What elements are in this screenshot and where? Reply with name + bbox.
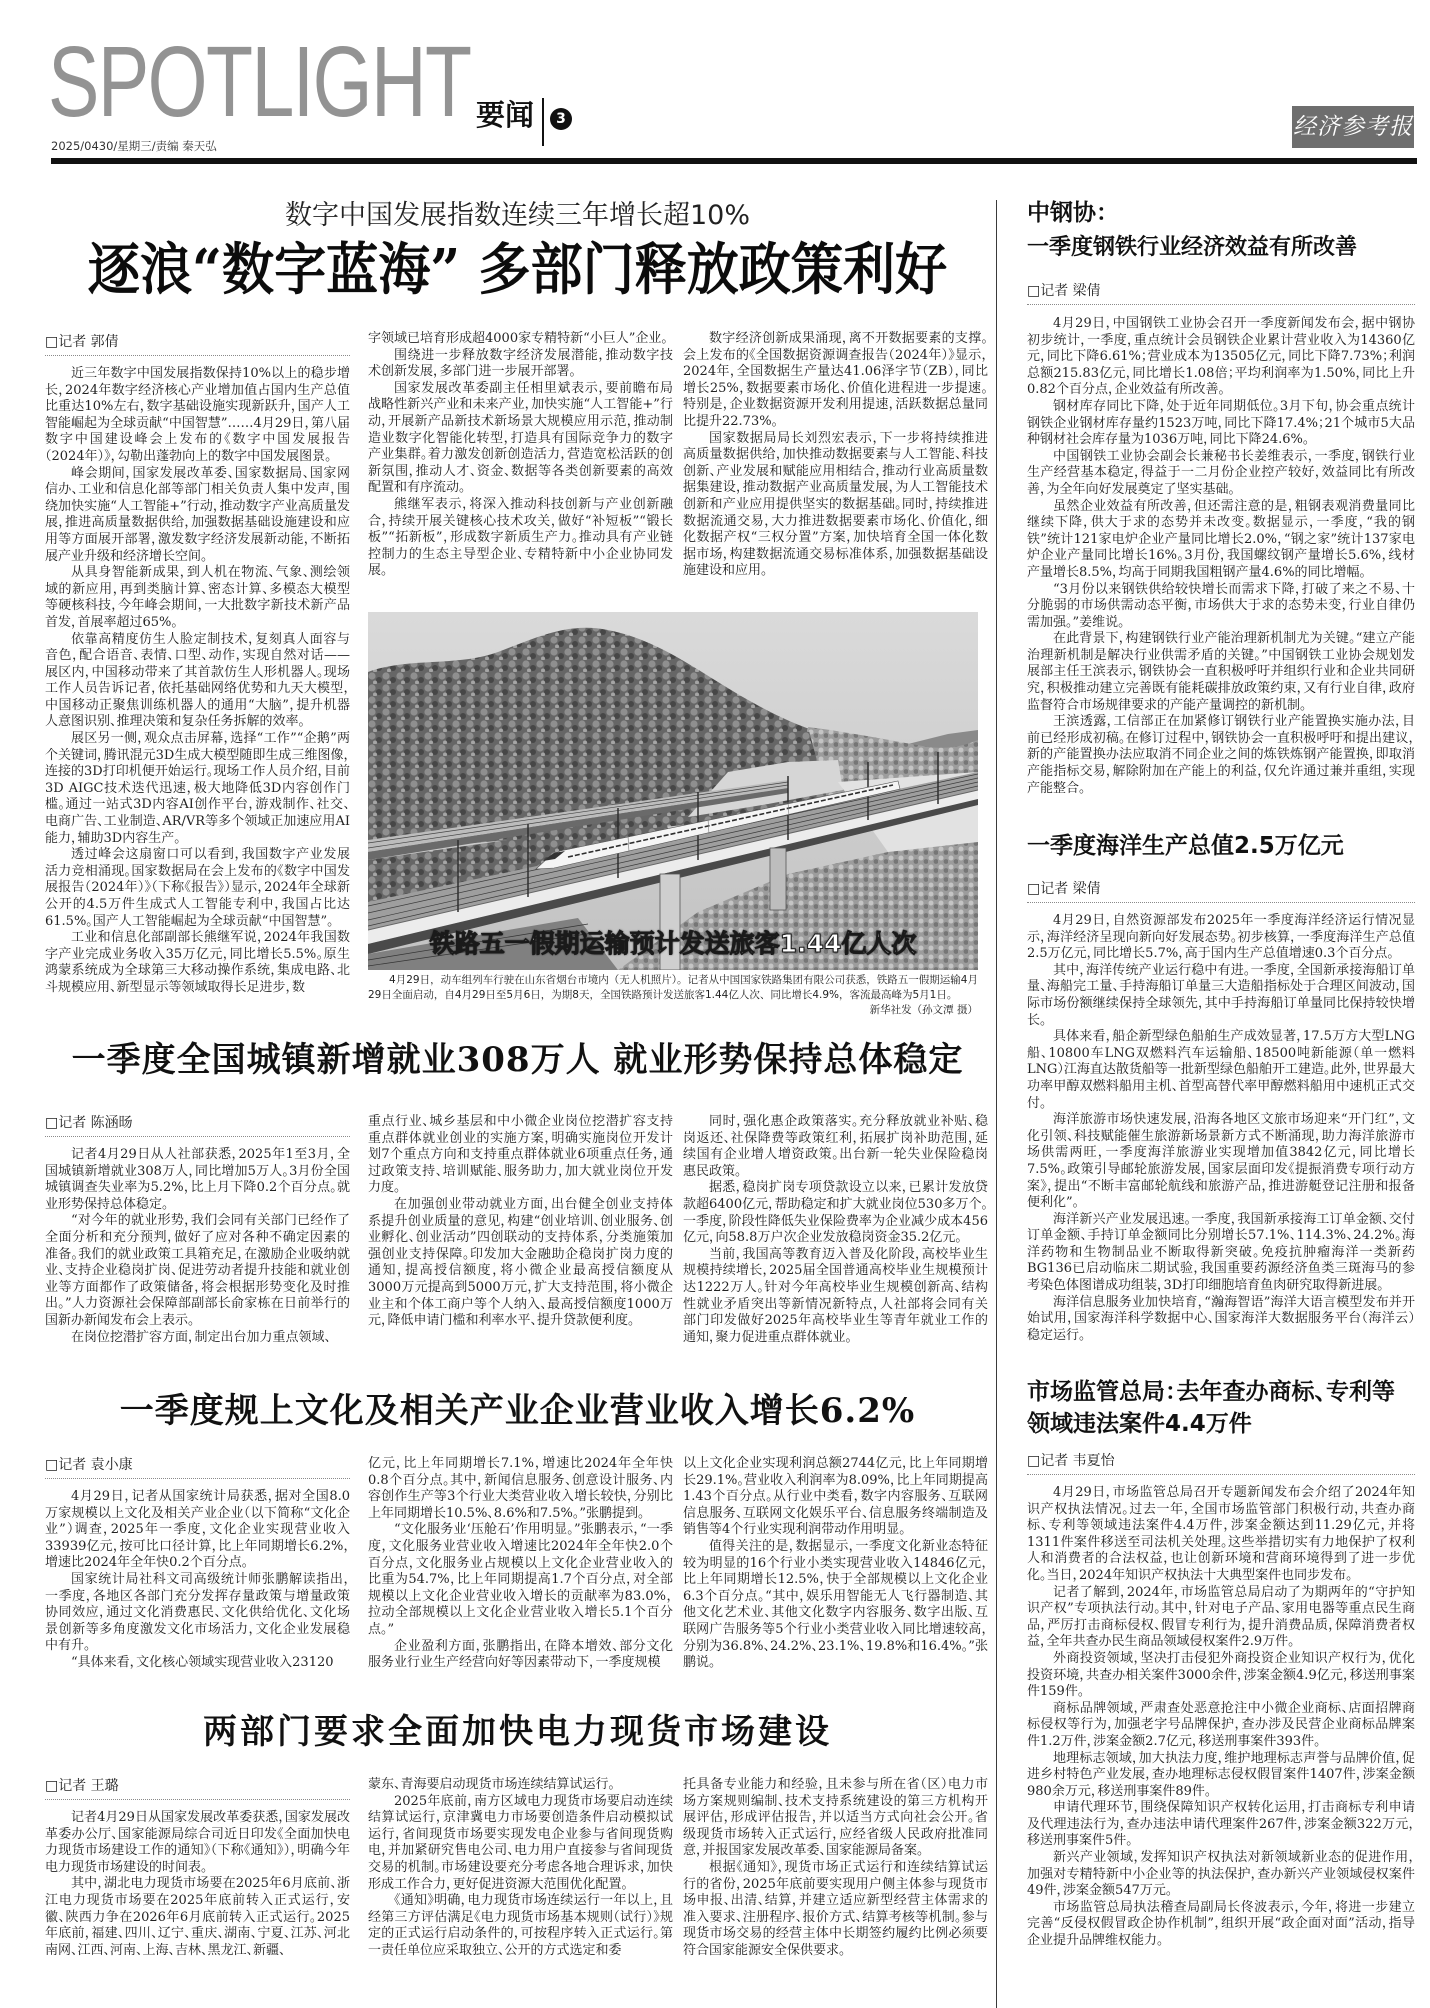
paragraph: 根据《通知》，现货市场正式运行和连续结算试运行的省份，2025年底前要实现用户侧主体参与现货市场申报、出清、结算，并建立适应新型经营主体需求的准入要求、注册程序、报价方式、结算考核等机制。参与现货市场交易的经营主体中长期签约履约比例必须要符合国家能源安全保供要求。 (683, 1859, 988, 1958)
paragraph: 其中，湖北电力现货市场要在2025年6月底前、浙江电力现货市场要在2025年底前转入正式运行，安徽、陕西力争在2026年6月底前转入正式运行。2025年底前，福建、四川、辽宁、重庆、湖南、宁夏、江苏、河北南网、江西、河南、上海、吉林、黑龙江、新疆、 (45, 1876, 350, 1958)
paragraph: 依靠高精度仿生人脸定制技术，复刻真人面容与音色，配合语音、表情、口型、动作，实现自然对话——展区内，中国移动带来了其首款仿生人形机器人。现场工作人员告诉记者，依托基础网络优势和九天大模型，中国移动正聚焦训练机器人的通用“大脑”，提升机器人意图识别、推理决策和复杂任务拆解的效率。 (45, 631, 350, 730)
sidebar-headline-line: 市场监管总局：去年查办商标、专利等 (1027, 1379, 1395, 1405)
article-column (368, 1456, 673, 1672)
paragraph: 当前，我国高等教育迈入普及化阶段，高校毕业生规模持续增长，2025届全国普通高校毕业生规模预计达1222万人。针对今年高校毕业生规模创新高、结构性就业矛盾突出等新情况新特点，人社部将会同有关部门印发做好2025年高校毕业生等青年就业工作的通知，聚力促进重点群体就业。 (683, 1246, 988, 1345)
paragraph: 托具备专业能力和经验，且未参与所在省（区）电力市场方案规则编制、技术支持系统建设的第三方机构开展评估，形成评估报告，并以适当方式向社会公开。省级现货市场转入正式运行，应经省级人民政府批准同意，并报国家发展改革委、国家能源局备案。 (683, 1777, 988, 1859)
paragraph: 记者4月29日从人社部获悉，2025年1至3月，全国城镇新增就业308万人，同比增加5万人。3月份全国城镇调查失业率为5.2%，比上月下降0.2个百分点。就业形势保持总体稳定。 (45, 1147, 350, 1212)
train-viaduct-photo (368, 612, 978, 970)
paragraph: 4月29日，中国钢铁工业协会召开一季度新闻发布会，据中钢协初步统计，一季度，重点统计会员钢铁企业累计营业收入为14360亿元，同比下降6.61%；营业成本为13505亿元，同比下降7.73%；利润总额215.83亿元，同比增长1.08倍；平均利润率为1.50%，同比上升0.82个百分点，企业效益有所改善。 (1027, 316, 1415, 398)
paragraph: 蒙东、青海要启动现货市场连续结算试运行。 (368, 1777, 616, 1792)
column-divider (996, 200, 997, 2008)
article-column (683, 1456, 988, 1672)
paragraph: 据悉，稳岗扩岗专项贷款设立以来，已累计发放贷款超6400亿元，帮助稳定和扩大就业岗位530多万个。一季度，阶段性降低失业保险费率为企业减少成本456亿元，向58.8万户次企业发放稳岗资金35.2亿元。 (683, 1180, 988, 1246)
article-column (1027, 316, 1415, 797)
paragraph: 4月29日，市场监管总局召开专题新闻发布会介绍了2024年知识产权执法情况。过去一年，全国市场监管部门积极行动，共查办商标、专利等领域违法案件4.4万件，涉案金额达到11.29亿元，并将1311件案件移送至司法机关处理。这些举措切实有力地保护了权利人和消费者的合法权益，也让创新环境和营商环境得到了进一步优化。当日，2024年知识产权执法十大典型案件也同步发布。 (1027, 1485, 1415, 1583)
paragraph: 海洋信息服务业加快培育，“瀚海智语”海洋大语言模型发布并开始试用，国家海洋科学数据中心、国家海洋大数据服务平台（海洋云）稳定运行。 (1027, 1294, 1415, 1343)
story-headline: 一季度规上文化及相关产业企业营业收入增长6.2% (119, 1391, 916, 1431)
paragraph: 数字经济创新成果涌现，离不开数据要素的支撑。会上发布的《全国数据资源调查报告（2024年）》显示，2024年，全国数据生产量达41.06泽字节（ZB），同比增长25%，数据要素市场化、价值化进程进一步提速。特别是，企业数据资源开发利用提速，活跃数据总量同比提升22.73%。 (683, 331, 988, 429)
byline: □记者 陈涵旸 (45, 1114, 350, 1137)
paragraph: 中国钢铁工业协会副会长兼秘书长姜维表示，一季度，钢铁行业生产经营基本稳定，得益于一二月份企业控产较好，效益同比有所改善，为全年向好发展奠定了坚实基础。 (1027, 448, 1415, 497)
sidebar-headline: 一季度海洋生产总值2.5万亿元 (1027, 833, 1344, 859)
paragraph: “对今年的就业形势，我们会同有关部门已经作了全面分析和充分预判，做好了应对各种不确定因素的准备。我们的就业政策工具箱充足，在激励企业吸纳就业、支持企业稳岗扩岗、促进劳动者提升技能和就业创业等方面都作了政策储备，将会根据形势变化及时推出。”人力资源社会保障部副部长俞家栋在日前举行的国新办新闻发布会上表示。 (45, 1213, 350, 1328)
article-column (45, 1810, 350, 1959)
lead-kicker: 数字中国发展指数连续三年增长超10% (284, 200, 750, 231)
paragraph: 国家发展改革委副主任相里斌表示，要前瞻布局战略性新兴产业和未来产业，加快实施“人工智能+”行动，开展新产品新技术新场景大规模应用示范，推动制造业数字化智能化转型，打造具有国际竞争力的数字产业集群。着力激发创新创造活力，营造宽松活跃的创新氛围，推动人才、资金、数据等各类创新要素的高效配置和有序流动。 (368, 380, 673, 496)
byline: □记者 梁倩 (1027, 880, 1415, 903)
dateline: 2025/0430/星期三/责编 秦天弘 (51, 139, 217, 153)
masthead-rule (51, 158, 1417, 164)
paragraph: 4月29日，记者从国家统计局获悉，据对全国8.0万家规模以上文化及相关产业企业（以下简称“文化企业”）调查，2025年一季度，文化企业实现营业收入33939亿元，按可比口径计算，比上年同期增长6.2%，增速比2024年全年快0.2个百分点。 (45, 1489, 350, 1571)
paragraph: 在岗位挖潜扩容方面，制定出台加力重点领域、 (71, 1329, 332, 1345)
article-column (368, 1114, 673, 1330)
section-title-en: SPOTLIGHT (48, 26, 471, 138)
article-column (45, 1489, 350, 1672)
byline: □记者 梁倩 (1027, 282, 1415, 305)
paragraph: 国家统计局社科文司高级统计师张鹏解读指出，一季度，各地区各部门充分发挥存量政策与增量政策协同效应，通过文化消费惠民、文化供给优化、文化场景创新等多角度激发文化市场活力，文化企业发展稳中有升。 (45, 1571, 350, 1654)
paragraph: 在此背景下，构建钢铁行业产能治理新机制尤为关键。“建立产能治理新机制是解决行业供需矛盾的关键。”中国钢铁工业协会规划发展部主任王滨表示，钢铁协会一直积极呼吁并组织行业和企业共同研究，积极推动建立完善既有能耗碳排放政策约束，又有行业自律，政府监督符合市场规律要求的产能产量调控的新机制。 (1027, 631, 1415, 713)
lead-headline: 逐浪“数字蓝海” 多部门释放政策利好 (87, 237, 948, 303)
paragraph: 记者4月29日从国家发展改革委获悉，国家发展改革委办公厅、国家能源局综合司近日印发《全面加快电力现货市场建设工作的通知》（下称《通知》），明确今年电力现货市场建设的时间表。 (45, 1810, 350, 1875)
paragraph: 近三年数字中国发展指数保持10%以上的稳步增长，2024年数字经济核心产业增加值占国内生产总值比重达10%左右，数字基础设施实现新跃升，国产人工智能崛起为全球贡献“中国智慧”……4月29日，第八届数字中国建设峰会上发布的《数字中国发展报告（2024年）》，勾勒出蓬勃向上的数字中国发展图景。 (45, 366, 350, 464)
sidebar-headline-line: 领域违法案件4.4万件 (1027, 1411, 1252, 1437)
photo-caption-text: 4月29日，动车组列车行驶在山东省烟台市境内（无人机照片）。记者从中国国家铁路集团有限公司获悉，铁路五一假期运输4月29日全面启动，自4月29日至5月6日，为期8天，全国铁路预计发送旅客1.44亿人次、同比增长4.9%，客流最高峰为5月1日。 (368, 974, 978, 1001)
photo-credit: 新华社发（孙文潭 摄） (869, 1004, 978, 1016)
article-column (1027, 913, 1415, 1344)
article-column (45, 366, 350, 997)
paragraph: 国家数据局局长刘烈宏表示，下一步将持续推进高质量数据供给，加快推动数据要素与人工智能、科技创新、产业发展和赋能应用相结合，推动行业高质量数据集建设，推动数据产业高质量发展，为人工智能技术创新和产业应用提供坚实的数据基础。同时，持续推进数据流通交易，大力推进数据要素市场化、价值化，细化数据产权“三权分置”方案，加快培育全国一体化数据市场，构建数据流通交易标准体系，加强数据基础设施建设和应用。 (683, 430, 988, 579)
paragraph: 具体来看，船企新型绿色船舶生产成效显著，17.5万方大型LNG船、10800车LNG双燃料汽车运输船、18500吨新能源（单一燃料LNG）江海直达散货船等一批新型绿色船舶开工建造。此外，世界最大功率甲醇双燃料船用主机、首型高替代率甲醇燃料船用中速机正式交付。 (1027, 1029, 1415, 1111)
paragraph: 2025年底前，南方区域电力现货市场要启动连续结算试运行，京津冀电力市场要创造条件启动模拟试运行，省间现货市场要实现发电企业参与省间现货购电，并加紧研究售电公司、电力用户直接参与省间现货交易的机制。市场建设要充分考虑各地合理诉求，加快形成工作合力，更好促进资源大范围优化配置。 (368, 1793, 673, 1892)
paragraph: 申请代理环节，围绕保障知识产权转化运用，打击商标专利申请及代理违法行为，查办违法申请代理案件267件，涉案金额322万元，移送刑事案件5件。 (1027, 1800, 1415, 1849)
paragraph: 记者了解到，2024年，市场监管总局启动了为期两年的“守护知识产权”专项执法行动。其中，针对电子产品、家用电器等重点民生商品，严厉打击商标侵权、假冒专利行为，提升消费品质，保障消费者权益，全年共查办民生商品领域侵权案件2.9万件。 (1027, 1584, 1415, 1650)
paragraph: “文化服务业‘压舱石’作用明显。”张鹏表示，“一季度，文化服务业营业收入增速比2024年全年快2.0个百分点，文化服务业占规模以上文化企业营业收入的比重为54.7%，比上年同期提高1.7个百分点，对全部规模以上文化企业营业收入增长的贡献率为83.0%，拉动全部规模以上文化企业营业收入增长5.1个百分点。” (368, 1522, 673, 1637)
page-number-badge: 3 (550, 108, 572, 130)
paragraph: 字领域已培育形成超4000家专精特新“小巨人”企业。 (368, 331, 668, 346)
paragraph: 其中，海洋传统产业运行稳中有进。一季度，全国新承接海船订单量、海船完工量、手持海船订单量三大造船指标处于合理区间波动，国际市场份额继续保持全球领先，其中手持海船订单量同比保持较快增长。 (1027, 962, 1415, 1028)
paragraph: 企业盈利方面，张鹏指出，在降本增效、部分文化服务业行业生产经营向好等因素带动下，一季度规模 (368, 1638, 673, 1671)
paragraph: 熊继军表示，将深入推动科技创新与产业创新融合，持续开展关键核心技术攻关，做好“补短板”“锻长板”“拓新板”，形成数字新质生产力。推动具有产业链控制力的生态主导型企业、专精特新中小企业协同发展。 (368, 496, 673, 579)
paragraph: 亿元，比上年同期增长7.1%，增速比2024年全年快0.8个百分点。其中，新闻信息服务、创意设计服务、内容创作生产等3个行业大类营业收入增长较快，分别比上年同期增长10.5%、8.6%和7.5%。”张鹏提到。 (368, 1456, 673, 1521)
sidebar-kicker: 中钢协： (1027, 200, 1119, 226)
photo-title: 铁路五一假期运输预计发送旅客1.44亿人次 (429, 929, 917, 958)
byline: □记者 郭倩 (45, 333, 350, 356)
article-column (45, 1147, 350, 1346)
byline: □记者 韦夏怡 (1027, 1452, 1415, 1475)
paragraph: 在加强创业带动就业方面，出台健全创业支持体系提升创业质量的意见，构建“创业培训、创业服务、创业孵化、创业活动”四创联动的支持体系，分类施策加强创业支持保障。印发加大金融助企稳岗扩岗力度的通知，提高授信额度，将小微企业最高授信额度从3000万元提高到5000万元，扩大支持范围，将小微企业主和个体工商户等个人纳入、最高授信额度1000万元，降低申请门槛和利率水平、提升贷款便利度。 (368, 1196, 673, 1329)
article-column (683, 1777, 988, 1960)
story-headline: 两部门要求全面加快电力现货市场建设 (203, 1712, 832, 1752)
paragraph: 商标品牌领域，严肃查处恶意抢注中小微企业商标、店面招牌商标侵权等行为，加强老字号品牌保护，查办涉及民营企业商标品牌案件1.2万件，涉案金额2.7亿元，移送刑事案件393件。 (1027, 1700, 1415, 1749)
article-column (1027, 1485, 1415, 1950)
sidebar-headline (1027, 1376, 1415, 1440)
article-column (683, 331, 988, 580)
paragraph: “具体来看，文化核心领域实现营业收入23120 (71, 1654, 334, 1670)
byline: □记者 袁小康 (45, 1456, 350, 1479)
paragraph: 钢材库存同比下降，处于近年同期低位。3月下旬，协会重点统计钢铁企业钢材库存量约1523万吨，同比下降17.4%；21个城市5大品种钢材社会库存量为1036万吨，同比下降24.6%。 (1027, 398, 1415, 448)
paragraph: 重点行业、城乡基层和中小微企业岗位挖潜扩容支持重点群体就业创业的实施方案，明确实施岗位开发计划7个重点方向和支持重点群体就业6项重点任务，通过政策支持、培训赋能、服务助力，加大就业岗位开发力度。 (368, 1114, 673, 1196)
paragraph: 展区另一侧，观众点击屏幕，选择“工作”“企鹅”两个关键词，腾讯混元3D生成大模型随即生成三维图像，连接的3D打印机便开始运行。现场工作人员介绍，目前3D AIGC技术迭代迅速，极大地降低3D内容创作门槛。通过一站式3D内容AI创作平台，游戏制作、社交、电商广告、工业制造、AR/VR等多个领域正加速应用AI能力，辅助3D内容生产。 (45, 731, 350, 846)
news-photo (368, 612, 978, 970)
paragraph: 虽然企业效益有所改善，但还需注意的是，粗钢表观消费量同比继续下降，供大于求的态势并未改变。数据显示，一季度，“我的钢铁”统计121家电炉企业产量同比增长2.0%，“钢之家”统计137家电炉企业产量同比增长16%。3月份，我国螺纹钢产量增长5.6%，线材产量增长8.5%，均高于同期我国粗钢产量4.6%的同比增幅。 (1027, 498, 1415, 580)
newspaper-logo: 经济参考报 (1292, 106, 1414, 148)
paragraph: 值得关注的是，数据显示，一季度文化新业态特征较为明显的16个行业小类实现营业收入14846亿元，比上年同期增长12.5%，快于全部规模以上文化企业6.3个百分点。“其中，娱乐用智能无人飞行器制造、其他文化艺术业、其他文化数字内容服务、数字出版、互联网广告服务等5个行业小类营业收入同比增速较高，分别为36.8%、24.2%、23.1%、19.8%和16.4%。”张鹏说。 (683, 1538, 988, 1671)
photo-caption (368, 973, 978, 1018)
paragraph: 从具身智能新成果，到人机在物流、气象、测绘领域的新应用，再到类脑计算、密态计算、多模态大模型等硬核科技，今年峰会期间，一大批数字新技术新产品首发，首展率超过65%。 (45, 565, 350, 630)
paragraph: 外商投资领域，坚决打击侵犯外商投资企业知识产权行为，优化投资环境，共查办相关案件3000余件，涉案金额4.9亿元，移送刑事案件159件。 (1027, 1650, 1415, 1700)
story-headline: 一季度全国城镇新增就业308万人 就业形势保持总体稳定 (71, 1040, 964, 1080)
article-column (368, 1777, 673, 1960)
paragraph: 市场监管总局执法稽查局副局长佟波表示，今年，将进一步建立完善“反侵权假冒政企协作机制”，组织开展“政企面对面”活动，指导企业提升品牌维权能力。 (1027, 1899, 1415, 1949)
paragraph: 4月29日，自然资源部发布2025年一季度海洋经济运行情况显示，海洋经济呈现向新向好发展态势。初步核算，一季度海洋生产总值2.5万亿元，同比增长5.7%，高于国内生产总值增速0.3个百分点。 (1027, 913, 1415, 962)
paragraph: 以上文化企业实现利润总额2744亿元，比上年同期增长29.1%。营业收入利润率为8.09%，比上年同期提高1.43个百分点。从行业中类看，数字内容服务、互联网信息服务、互联网文化娱乐平台、信息服务终端制造及销售等4个行业实现利润带动作用明显。 (683, 1456, 988, 1538)
paragraph: 海洋旅游市场快速发展，沿海各地区文旅市场迎来“开门红”，文化引领、科技赋能催生旅游新场景新方式不断涌现，助力海洋旅游市场供需两旺，一季度海洋旅游业实现增加值3842亿元，同比增长7.5%。政策引导邮轮旅游发展，国家层面印发《提振消费专项行动方案》，提出“不断丰富邮轮航线和旅游产品，推进游艇登记注册和报备便利化”。 (1027, 1112, 1415, 1211)
paragraph: 海洋新兴产业发展迅速。一季度，我国新承接海工订单金额、交付订单金额、手持订单金额同比分别增长57.1%、114.3%、24.2%。海洋药物和生物制品业不断取得新突破。免疫抗肿瘤海洋一类新药BG136已启动临床二期试验，我国重要药源经济鱼类三斑海马的参考染色体图谱成功组装，3D打印细胞培育鱼肉研究取得新进展。 (1027, 1211, 1415, 1294)
section-title-cn: 要闻 (476, 98, 535, 132)
masthead-divider (542, 98, 544, 146)
paragraph: 地理标志领域，加大执法力度，维护地理标志声誉与品牌价值，促进乡村特色产业发展，查办地理标志侵权假冒案件1407件，涉案金额980余万元，移送刑事案件89件。 (1027, 1750, 1415, 1799)
paragraph: 同时，强化惠企政策落实。充分释放就业补贴、稳岗返还、社保降费等政策红利，拓展扩岗补助范围，延续国有企业增人增资政策。出台新一轮失业保险稳岗惠民政策。 (683, 1114, 988, 1179)
paragraph: 工业和信息化部副部长熊继军说，2024年我国数字产业完成业务收入35万亿元，同比增长5.5%。原生鸿蒙系统成为全球第三大移动操作系统，集成电路、北斗规模应用、新型显示等领域取得长足进步，数 (45, 930, 350, 995)
paragraph: 透过峰会这扇窗口可以看到，我国数字产业发展活力竞相涌现。国家数据局在会上发布的《数字中国发展报告（2024年）》（下称《报告》）显示，2024年全球新公开的4.5万件生成式人工智能专利中，我国占比达61.5%。国产人工智能崛起为全球贡献“中国智慧”。 (45, 847, 350, 929)
paragraph: 峰会期间，国家发展改革委、国家数据局、国家网信办、工业和信息化部等部门相关负责人集中发声，围绕加快实施“人工智能+”行动，推动数字产业高质量发展，推进高质量数据供给，加强数据基础设施建设和应用等方面展开部署，激发数字经济发展新动能，不断拓展产业升级和经济增长空间。 (45, 465, 350, 564)
byline: □记者 王璐 (45, 1777, 350, 1800)
paragraph: 《通知》明确，电力现货市场连续运行一年以上，且经第三方评估满足《电力现货市场基本规则（试行）》规定的正式运行启动条件的，可按程序转入正式运行。第一责任单位应采取独立、公开的方式选定和委 (368, 1893, 673, 1958)
paragraph: “3月份以来钢铁供给较快增长而需求下降，打破了来之不易、十分脆弱的市场供需动态平衡，市场供大于求的态势未变，行业自律仍需加强。”姜维说。 (1027, 581, 1415, 630)
paragraph: 围绕进一步释放数字经济发展潜能，推动数字技术创新发展，多部门进一步展开部署。 (368, 347, 673, 380)
bridge-pier (770, 848, 786, 910)
sidebar-headline: 一季度钢铁行业经济效益有所改善 (1027, 235, 1358, 260)
article-column (368, 331, 673, 580)
article-column (683, 1114, 988, 1346)
paragraph: 新兴产业领域，发挥知识产权执法对新领域新业态的促进作用，加强对专精特新中小企业等的执法保护，查办新兴产业领域侵权案件49件，涉案金额547万元。 (1027, 1850, 1415, 1899)
paragraph: 王滨透露，工信部正在加紧修订钢铁行业产能置换实施办法，目前已经形成初稿。在修订过程中，钢铁协会一直积极呼吁和提出建议，新的产能置换办法应取消不同企业之间的炼铁炼钢产能置换，即取消产能指标交易，解除附加在产能上的利益，仅允许通过兼并重组，实现产能整合。 (1027, 714, 1415, 796)
